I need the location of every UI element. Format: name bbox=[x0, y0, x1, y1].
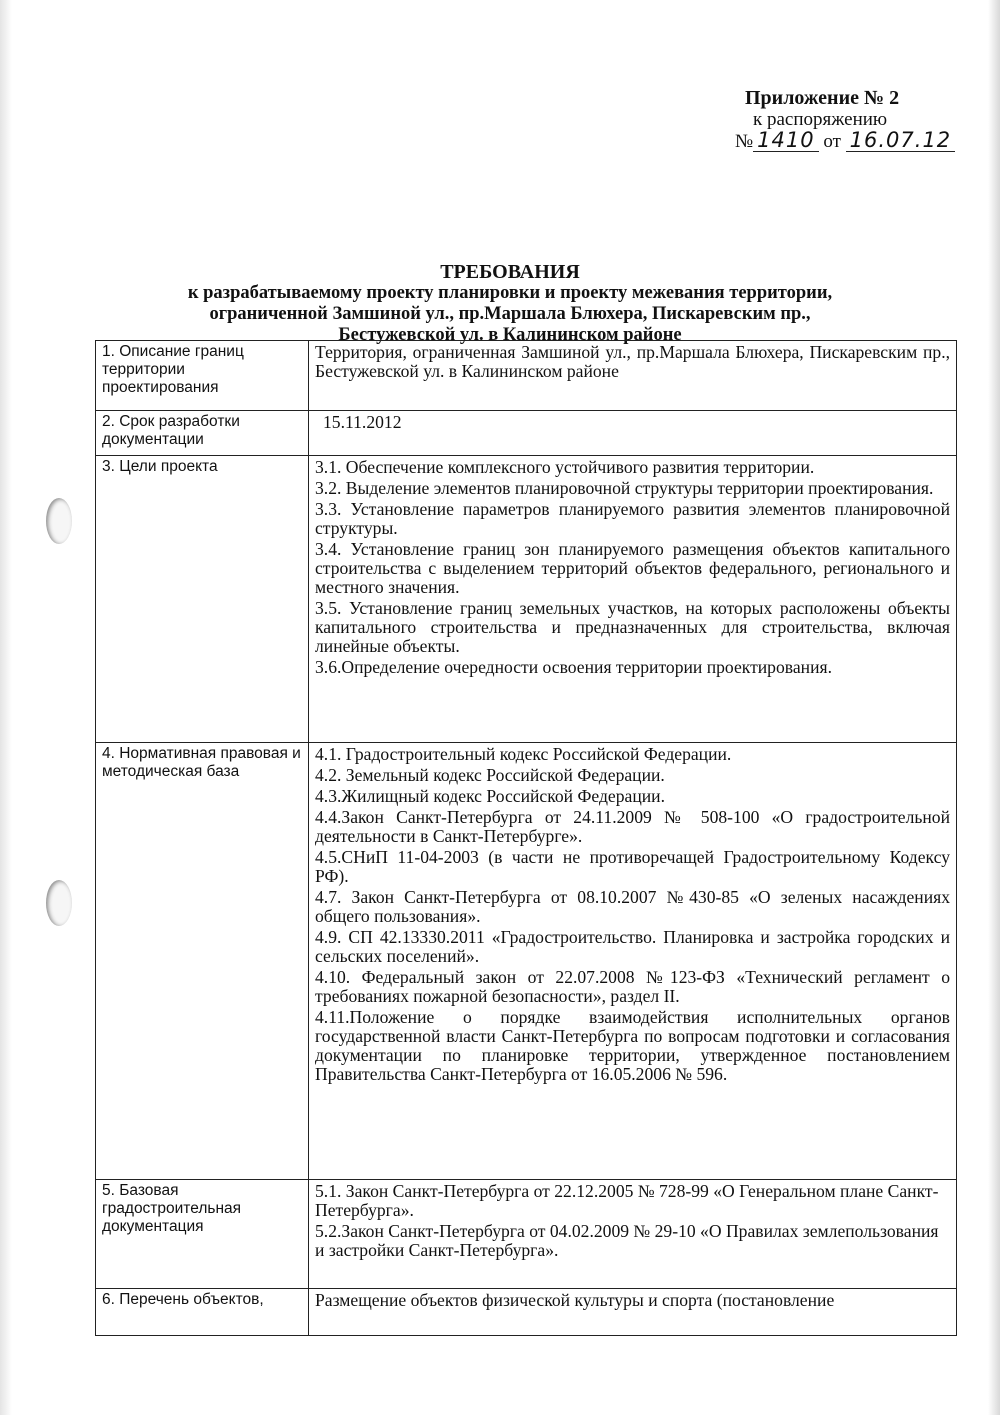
list-item: 3.6.Определение очередности освоения территории проектирования. bbox=[315, 657, 832, 677]
list-item: 4.2. Земельный кодекс Российской Федерации. bbox=[315, 765, 665, 785]
order-date: 16.07.12 bbox=[846, 130, 956, 152]
heading-line-2: ограниченной Замшиной ул., пр.Маршала Блюхера, Пискаревским пр., bbox=[209, 304, 811, 324]
scan-edge-left bbox=[0, 0, 12, 1415]
list-item: 4.10. Федеральный закон от 22.07.2008 №123-ФЗ «Технический регламент о требованиях пожарной безопасности», раздел II. bbox=[315, 967, 950, 1006]
table-row bbox=[96, 456, 957, 743]
row-label: 4. Нормативная правовая и методическая база bbox=[96, 743, 309, 1180]
list-item: 4.3.Жилищный кодекс Российской Федерации. bbox=[315, 786, 665, 806]
row-value bbox=[309, 456, 957, 743]
list-item: 4.1. Градостроительный кодекс Российской Федерации. bbox=[315, 744, 732, 764]
table-row bbox=[96, 1180, 957, 1289]
row-label: 6. Перечень объектов, bbox=[96, 1289, 309, 1336]
heading-line-3: Бестужевской ул. в Калининском районе bbox=[338, 325, 682, 345]
row-label: 1. Описание границ территории проектирования bbox=[96, 341, 309, 411]
date-prefix: от bbox=[823, 131, 841, 152]
scan-edge-right bbox=[988, 0, 1000, 1415]
table-row bbox=[96, 743, 957, 1180]
list-item: 3.2. Выделение элементов планировочной структуры территории проектирования. bbox=[315, 478, 934, 498]
order-number: 1410 bbox=[753, 130, 818, 152]
table-row bbox=[96, 411, 957, 456]
list-item: 4.7. Закон Санкт-Петербурга от 08.10.2007 №430-85 «О зеленых насаждениях общего пользования». bbox=[315, 887, 950, 926]
list-item: Размещение объектов физической культуры и спорта (постановление bbox=[315, 1290, 835, 1310]
list-item: 3.4. Установление границ зон планируемого размещения объектов капитального строительства с выделением территорий объектов федерального, регионального и местного значения. bbox=[315, 539, 950, 597]
list-item: 3.1. Обеспечение комплексного устойчивого развития территории. bbox=[315, 457, 815, 477]
row-label: 3. Цели проекта bbox=[96, 456, 309, 743]
table-row bbox=[96, 341, 957, 411]
appendix-block bbox=[735, 88, 975, 152]
list-item: 4.4.Закон Санкт-Петербурга от 24.11.2009 № 508-100 «О градостроительной деятельности в Санкт-Петербурге». bbox=[315, 807, 950, 846]
list-item: Территория, ограниченная Замшиной ул., пр.Маршала Блюхера, Пискаревским пр., Бестужевской ул. в Калининском районе bbox=[315, 342, 950, 381]
document-title: ТРЕБОВАНИЯ bbox=[440, 261, 580, 283]
order-reference bbox=[735, 130, 975, 152]
punch-hole-top bbox=[46, 498, 72, 544]
heading-line-1: к разрабатываемому проекту планировки и проекту межевания территории, bbox=[187, 283, 833, 303]
appendix-subtitle: к распоряжению bbox=[753, 109, 888, 130]
row-value bbox=[309, 341, 957, 411]
row-value bbox=[309, 1289, 957, 1336]
list-item: 4.11.Положение о порядке взаимодействия исполнительных органов государственной власти Санкт-Петербурга по вопросам подготовки и согласования документации по планировке территории, утвержденное постановлением Правительства Санкт-Петербурга от 16.05.2006 № 596. bbox=[315, 1007, 950, 1084]
list-item: 3.5. Установление границ земельных участков, на которых расположены объекты капитального строительства и предназначенных для строительства, включая линейные объекты. bbox=[315, 598, 950, 656]
requirements-table bbox=[95, 340, 957, 1336]
list-item: 4.9. СП 42.13330.2011 «Градостроительство. Планировка и застройка городских и сельских поселений». bbox=[315, 927, 950, 966]
list-item: 5.1. Закон Санкт-Петербурга от 22.12.2005 № 728-99 «О Генеральном плане Санкт-Петербурга». bbox=[315, 1181, 939, 1220]
row-value bbox=[309, 743, 957, 1180]
row-label: 5. Базовая градостроительная документация bbox=[96, 1180, 309, 1289]
number-prefix: № bbox=[735, 131, 754, 152]
table-row bbox=[96, 1289, 957, 1336]
list-item: 4.5.СНиП 11-04-2003 (в части не противоречащей Градостроительному Кодексу РФ). bbox=[315, 847, 950, 886]
row-label: 2. Срок разработки документации bbox=[96, 411, 309, 456]
punch-hole-bottom bbox=[46, 880, 72, 926]
list-item: 3.3. Установление параметров планируемого развития элементов планировочной структуры. bbox=[315, 499, 950, 538]
list-item: 5.2.Закон Санкт-Петербурга от 04.02.2009 № 29-10 «О Правилах землепользования и застройки Санкт-Петербурга». bbox=[315, 1221, 939, 1260]
document-heading bbox=[150, 262, 870, 346]
list-item: 15.11.2012 bbox=[323, 412, 402, 432]
appendix-title: Приложение № 2 bbox=[745, 87, 900, 109]
row-value bbox=[309, 411, 957, 456]
row-value bbox=[309, 1180, 957, 1289]
